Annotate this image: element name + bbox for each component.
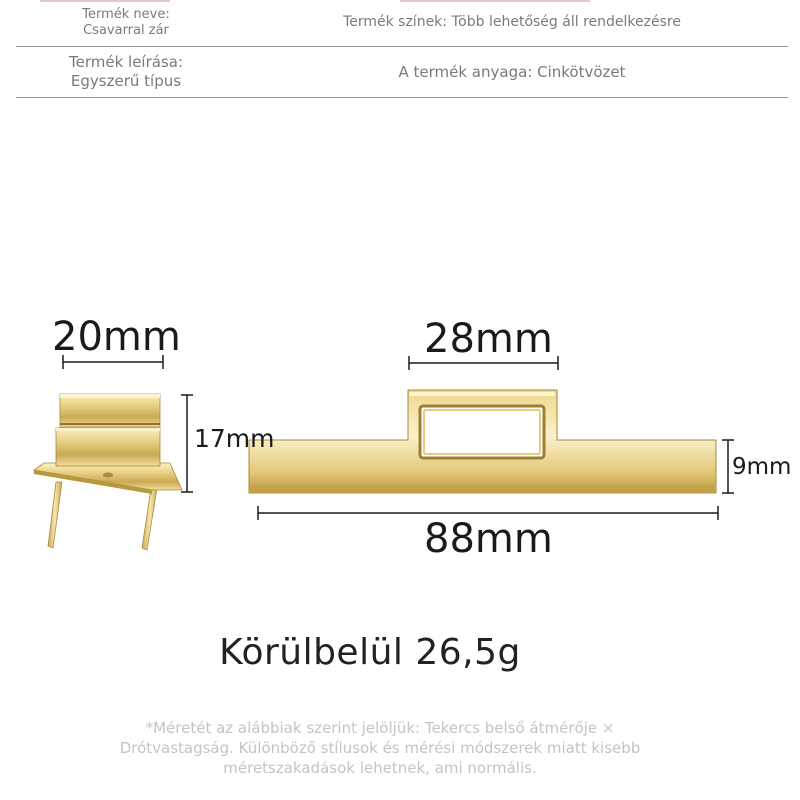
lock-bar-part xyxy=(249,390,716,493)
label-small-width: 20mm xyxy=(52,314,181,360)
spec-colors: Termék színek: Több lehetőség áll rendelkezésre xyxy=(343,14,681,30)
clasp-lower-body xyxy=(56,428,160,466)
clasp-part xyxy=(34,394,182,550)
clasp-screw-hole xyxy=(103,473,113,478)
label-bar-length: 88mm xyxy=(424,516,553,562)
spec-desc-label: Termék leírása: xyxy=(68,53,184,71)
measurement-note: *Méretét az alábbiak szerint jelöljük: Tekercs belső átmérője × Drótvastagság. Különböző stílusok és mérési módszerek miatt kisebb méretszakadások lehetnek, ami normális. xyxy=(119,719,641,777)
spec-name-value: Csavarral zár xyxy=(83,23,169,39)
label-bar-top-width: 28mm xyxy=(424,316,553,362)
weight-text: Körülbelül 26,5g xyxy=(219,632,521,673)
dim-small-height xyxy=(181,395,193,492)
spec-name-label: Termék neve: xyxy=(82,7,170,22)
label-bar-height: 9mm xyxy=(732,454,792,480)
clasp-prong-left xyxy=(48,482,62,548)
label-small-height: 17mm xyxy=(194,424,275,453)
lock-bar-opening xyxy=(420,406,544,458)
clasp-upper-body xyxy=(60,394,160,427)
spec-desc-value: Egyszerű típus xyxy=(70,71,182,90)
spec-material: A termék anyaga: Cinkötvözet xyxy=(398,63,626,81)
